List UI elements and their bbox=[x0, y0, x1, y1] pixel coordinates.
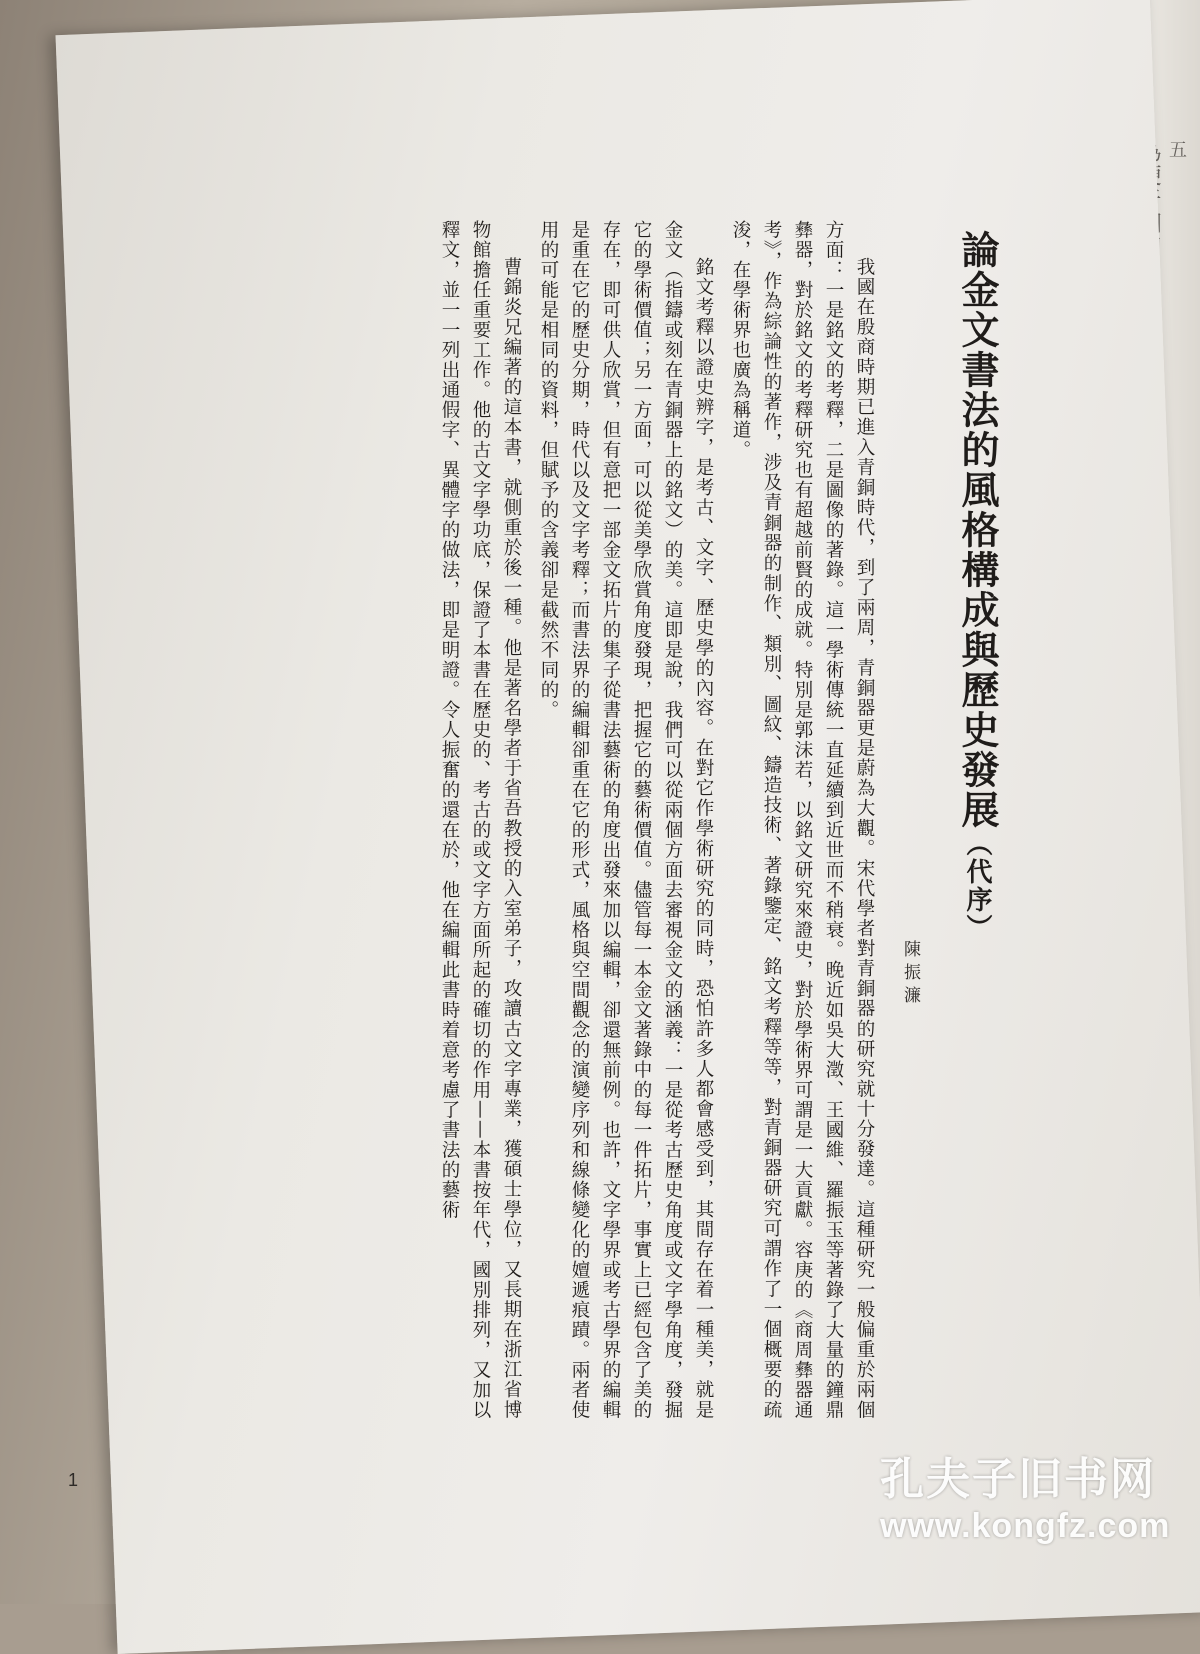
document-title bbox=[954, 220, 1000, 1420]
title-main: 論金文書法的風格構成與歷史發展 bbox=[955, 230, 1000, 830]
title-subtitle: （代序） bbox=[962, 830, 992, 942]
watermark-url: www.kongfz.com bbox=[880, 1507, 1171, 1545]
paragraph-2: 銘文考釋以證史辨字，是考古、文字、歷史學的內容。在對它作學術研究的同時，恐怕許多人都會感受到，其間存在着一種美，就是金文（指鑄或刻在青銅器上的銘文）的美。這即是說，我們可以從兩個方面去審視金文的涵義：一是從考古歷史角度或文字學角度，發掘它的學術價值；另一方面，可以從美學欣賞角度發現，把握它的藝術價值。儘管每一本金文著錄中的每一件拓片，事實上已經包含了美的存在，即可供人欣賞，但有意把一部金文拓片的集子從書法藝術的角度出發來加以編輯，卻還無前例。也許，文字學界或考古學界的編輯是重在它的歷史分期，時代以及文字考釋；而書法界的編輯卻重在它的形式，風格與空間觀念的演變序列和線條變化的嬗遞痕蹟。兩者使用的可能是相同的資料，但賦予的含義卻是截然不同的。 bbox=[538, 220, 714, 1420]
adjacent-page-marker: 五 bbox=[1166, 140, 1187, 160]
page-number: 1 bbox=[68, 1470, 79, 1490]
vertical-text-block bbox=[140, 220, 1000, 1420]
document-author: 陳振濂 bbox=[900, 940, 920, 1009]
watermark-brand: 孔夫子旧书网 bbox=[880, 1454, 1156, 1505]
watermark bbox=[880, 1454, 1170, 1574]
paragraph-3: 曹錦炎兄編著的這本書，就側重於後一種。他是著名學者于省吾教授的入室弟子，攻讀古文字專業，獲碩士學位，又長期在浙江省博物館擔任重要工作。他的古文字學功底，保證了本書在歷史的、考古的或文字方面所起的確切的作用——本書按年代，國別排列，又加以釋文，並一一列出通假字、異體字的做法，即是明證。令人振奮的還在於，他在編輯此書時着意考慮了書法的藝術 bbox=[439, 220, 522, 1420]
paragraph-1: 我國在殷商時期已進入青銅時代，到了兩周，青銅器更是蔚為大觀。宋代學者對青銅器的研究就十分發達。這種研究一般偏重於兩個方面：一是銘文的考釋，二是圖像的著錄。這一學術傳統一直延續到近世而不稍衰。晚近如吳大澂、王國維、羅振玉等著錄了大量的鐘鼎彝器，對於銘文的考釋研究也有超越前賢的成就。特別是郭沫若，以銘文研究來證史，對於學術界可謂是一大貢獻。容庚的《商周彝器通考》，作為綜論性的著作，涉及青銅器的制作、類別、圖紋、鑄造技術、著錄鑒定、銘文考釋等等，對青銅器研究可謂作了一個概要的疏浚，在學術界也廣為稱道。 bbox=[730, 220, 875, 1420]
